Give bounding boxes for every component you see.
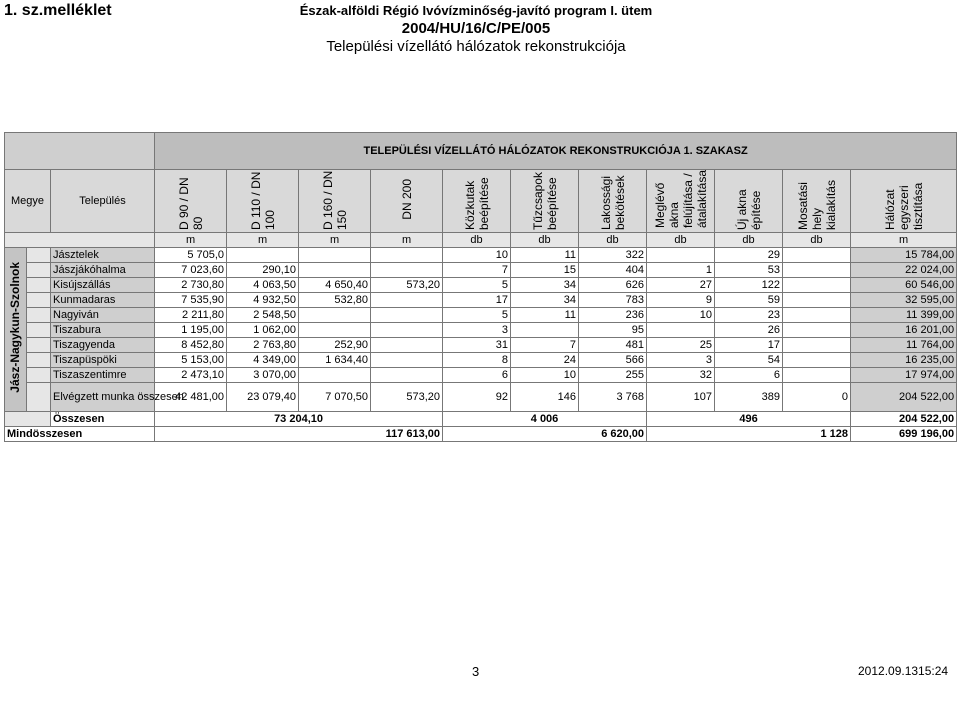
row-spacer	[27, 368, 51, 383]
completed-total-label: Elvégzett munka összesen	[51, 383, 155, 412]
value-cell: 573,20	[371, 278, 443, 293]
value-cell: 11	[511, 248, 579, 263]
value-cell: 481	[579, 338, 647, 353]
value-cell: 5	[443, 278, 511, 293]
value-cell: 122	[715, 278, 783, 293]
settlement-name: Jásztelek	[51, 248, 155, 263]
value-cell: 7	[511, 338, 579, 353]
value-cell: 7 535,90	[155, 293, 227, 308]
value-cell	[371, 353, 443, 368]
settlement-name: Nagyiván	[51, 308, 155, 323]
value-cell: 11 399,00	[851, 308, 957, 323]
unit-cell: m	[371, 233, 443, 248]
value-cell: 290,10	[227, 263, 299, 278]
value-cell: 22 024,00	[851, 263, 957, 278]
value-cell: 626	[579, 278, 647, 293]
value-cell: 4 932,50	[227, 293, 299, 308]
value-cell: 3	[443, 323, 511, 338]
value-cell: 25	[647, 338, 715, 353]
header-col-label: Meglévő akna felújítása / átalakítása	[652, 170, 709, 229]
unit-cell: db	[443, 233, 511, 248]
row-spacer	[27, 383, 51, 412]
value-cell	[783, 323, 851, 338]
header-col-6	[579, 170, 647, 233]
reconstruction-table	[4, 132, 957, 442]
grand-total-pipes: 117 613,00	[155, 427, 443, 442]
value-cell: 32	[647, 368, 715, 383]
program-title: Észak-alföldi Régió Ivóvízminőség-javító program I. ütem	[299, 3, 653, 18]
subtotal-shafts: 496	[647, 412, 851, 427]
value-cell: 29	[715, 248, 783, 263]
header-col-label: D 90 / DN 80	[176, 177, 205, 231]
subtotal-cleaning: 204 522,00	[851, 412, 957, 427]
value-cell: 5 705,0	[155, 248, 227, 263]
project-code: 2004/HU/16/C/PE/005	[401, 20, 551, 37]
value-cell: 8 452,80	[155, 338, 227, 353]
unit-cell: m	[851, 233, 957, 248]
subtotal-row	[5, 412, 957, 427]
value-cell: 404	[579, 263, 647, 278]
grand-total-all: 699 196,00	[851, 427, 957, 442]
value-cell: 31	[443, 338, 511, 353]
table-row	[5, 248, 957, 263]
settlement-name: Tiszagyenda	[51, 338, 155, 353]
value-cell: 146	[511, 383, 579, 412]
header-col-label: Tűzcsapok beépítése	[530, 172, 559, 231]
header-col-9	[783, 170, 851, 233]
value-cell: 252,90	[299, 338, 371, 353]
header-col-1	[227, 170, 299, 233]
value-cell	[783, 308, 851, 323]
header-col-8	[715, 170, 783, 233]
value-cell: 255	[579, 368, 647, 383]
value-cell	[647, 248, 715, 263]
value-cell: 389	[715, 383, 783, 412]
value-cell: 2 763,80	[227, 338, 299, 353]
header-telepules: Település	[51, 170, 155, 233]
band-blank	[5, 133, 155, 170]
value-cell: 2 730,80	[155, 278, 227, 293]
value-cell	[371, 293, 443, 308]
value-cell: 783	[579, 293, 647, 308]
project-subtitle: Települési vízellátó hálózatok rekonstrukciója	[326, 38, 626, 55]
value-cell: 59	[715, 293, 783, 308]
value-cell: 2 211,80	[155, 308, 227, 323]
header-col-label: Új akna építése	[734, 189, 763, 231]
value-cell: 4 063,50	[227, 278, 299, 293]
value-cell: 2 548,50	[227, 308, 299, 323]
value-cell: 5	[443, 308, 511, 323]
value-cell: 16 201,00	[851, 323, 957, 338]
subtotal-counts: 4 006	[443, 412, 647, 427]
row-spacer	[27, 293, 51, 308]
value-cell: 95	[579, 323, 647, 338]
value-cell: 9	[647, 293, 715, 308]
value-cell: 1 634,40	[299, 353, 371, 368]
table-row	[5, 353, 957, 368]
value-cell: 27	[647, 278, 715, 293]
value-cell	[511, 323, 579, 338]
value-cell	[371, 248, 443, 263]
value-cell: 2 473,10	[155, 368, 227, 383]
value-cell: 532,80	[299, 293, 371, 308]
value-cell	[299, 368, 371, 383]
value-cell: 566	[579, 353, 647, 368]
grand-total-shafts: 1 128	[647, 427, 851, 442]
value-cell: 42 481,00	[155, 383, 227, 412]
value-cell: 32 595,00	[851, 293, 957, 308]
header-col-2	[299, 170, 371, 233]
header-col-label: Hálózat egyszeri tisztítása	[882, 182, 925, 231]
row-spacer	[27, 248, 51, 263]
value-cell: 6	[443, 368, 511, 383]
value-cell: 322	[579, 248, 647, 263]
value-cell: 16 235,00	[851, 353, 957, 368]
header-col-10	[851, 170, 957, 233]
value-cell: 54	[715, 353, 783, 368]
value-cell	[783, 293, 851, 308]
table-row	[5, 368, 957, 383]
header-col-label: D 110 / DN 100	[248, 171, 277, 231]
table-row	[5, 338, 957, 353]
table-row	[5, 308, 957, 323]
county-cell	[5, 248, 27, 412]
table-band-title: TELEPÜLÉSI VÍZELLÁTÓ HÁLÓZATOK REKONSTRUKCIÓJA 1. SZAKASZ	[155, 133, 957, 170]
settlement-name: Jászjákóhalma	[51, 263, 155, 278]
value-cell: 4 650,40	[299, 278, 371, 293]
header-col-0	[155, 170, 227, 233]
value-cell: 10	[443, 248, 511, 263]
unit-cell: m	[299, 233, 371, 248]
header-megye: Megye	[5, 170, 51, 233]
row-spacer	[27, 263, 51, 278]
value-cell: 8	[443, 353, 511, 368]
annex-label: 1. sz.melléklet	[4, 2, 112, 19]
unit-blank	[5, 233, 155, 248]
value-cell: 3	[647, 353, 715, 368]
print-timestamp: 2012.09.1315:24	[858, 664, 949, 678]
value-cell: 204 522,00	[851, 383, 957, 412]
value-cell: 92	[443, 383, 511, 412]
subtotal-pipes: 73 204,10	[155, 412, 443, 427]
value-cell: 236	[579, 308, 647, 323]
value-cell: 107	[647, 383, 715, 412]
value-cell	[371, 263, 443, 278]
settlement-name: Kunmadaras	[51, 293, 155, 308]
value-cell: 7	[443, 263, 511, 278]
value-cell: 11 764,00	[851, 338, 957, 353]
row-spacer	[27, 308, 51, 323]
value-cell	[371, 323, 443, 338]
value-cell: 60 546,00	[851, 278, 957, 293]
settlement-name: Tiszaszentimre	[51, 368, 155, 383]
value-cell: 34	[511, 293, 579, 308]
value-cell: 4 349,00	[227, 353, 299, 368]
value-cell: 17 974,00	[851, 368, 957, 383]
grand-total-row	[5, 427, 957, 442]
value-cell	[371, 368, 443, 383]
unit-cell: db	[783, 233, 851, 248]
header-col-label: Közkutak beépítése	[462, 177, 491, 231]
row-spacer	[27, 353, 51, 368]
value-cell	[371, 338, 443, 353]
value-cell: 15	[511, 263, 579, 278]
row-spacer	[5, 412, 51, 427]
value-cell: 17	[715, 338, 783, 353]
value-cell: 7 023,60	[155, 263, 227, 278]
value-cell: 15 784,00	[851, 248, 957, 263]
value-cell: 1 195,00	[155, 323, 227, 338]
settlement-name: Kisújszállás	[51, 278, 155, 293]
value-cell: 23 079,40	[227, 383, 299, 412]
header-col-label: D 160 / DN 150	[320, 170, 349, 231]
page-number: 3	[472, 664, 480, 679]
value-cell	[783, 368, 851, 383]
table-row	[5, 263, 957, 278]
value-cell	[783, 338, 851, 353]
table-row	[5, 278, 957, 293]
value-cell: 6	[715, 368, 783, 383]
unit-cell: db	[579, 233, 647, 248]
value-cell: 7 070,50	[299, 383, 371, 412]
value-cell: 17	[443, 293, 511, 308]
value-cell	[299, 308, 371, 323]
value-cell	[647, 323, 715, 338]
value-cell	[299, 263, 371, 278]
value-cell	[371, 308, 443, 323]
value-cell	[299, 323, 371, 338]
settlement-name: Tiszabura	[51, 323, 155, 338]
row-spacer	[27, 338, 51, 353]
header-col-label: Mosatási hely kialakítás	[795, 180, 838, 231]
value-cell: 0	[783, 383, 851, 412]
grand-total-label: Mindösszesen	[5, 427, 155, 442]
document-header	[286, 2, 666, 56]
header-col-4	[443, 170, 511, 233]
value-cell: 3 768	[579, 383, 647, 412]
subtotal-label: Összesen	[51, 412, 155, 427]
unit-cell: db	[715, 233, 783, 248]
grand-total-counts: 6 620,00	[443, 427, 647, 442]
value-cell	[783, 353, 851, 368]
header-col-5	[511, 170, 579, 233]
value-cell	[783, 263, 851, 278]
value-cell	[299, 248, 371, 263]
unit-cell: m	[155, 233, 227, 248]
row-spacer	[27, 323, 51, 338]
value-cell: 573,20	[371, 383, 443, 412]
row-spacer	[27, 278, 51, 293]
header-col-3	[371, 170, 443, 233]
value-cell: 34	[511, 278, 579, 293]
value-cell: 53	[715, 263, 783, 278]
header-col-7	[647, 170, 715, 233]
value-cell: 3 070,00	[227, 368, 299, 383]
table-row	[5, 323, 957, 338]
value-cell	[783, 278, 851, 293]
value-cell: 10	[647, 308, 715, 323]
value-cell: 11	[511, 308, 579, 323]
header-col-label: Lakossági bekötések	[598, 175, 627, 231]
value-cell: 5 153,00	[155, 353, 227, 368]
unit-cell: db	[647, 233, 715, 248]
value-cell: 1	[647, 263, 715, 278]
value-cell: 26	[715, 323, 783, 338]
value-cell: 10	[511, 368, 579, 383]
unit-cell: m	[227, 233, 299, 248]
value-cell	[783, 248, 851, 263]
unit-cell: db	[511, 233, 579, 248]
header-col-label: DN 200	[399, 178, 414, 220]
value-cell: 1 062,00	[227, 323, 299, 338]
settlement-name: Tiszapüspöki	[51, 353, 155, 368]
table-row	[5, 293, 957, 308]
value-cell: 24	[511, 353, 579, 368]
value-cell	[227, 248, 299, 263]
completed-total-row	[5, 383, 957, 412]
value-cell: 23	[715, 308, 783, 323]
county-name: Jász-Nagykun-Szolnok	[8, 262, 22, 393]
